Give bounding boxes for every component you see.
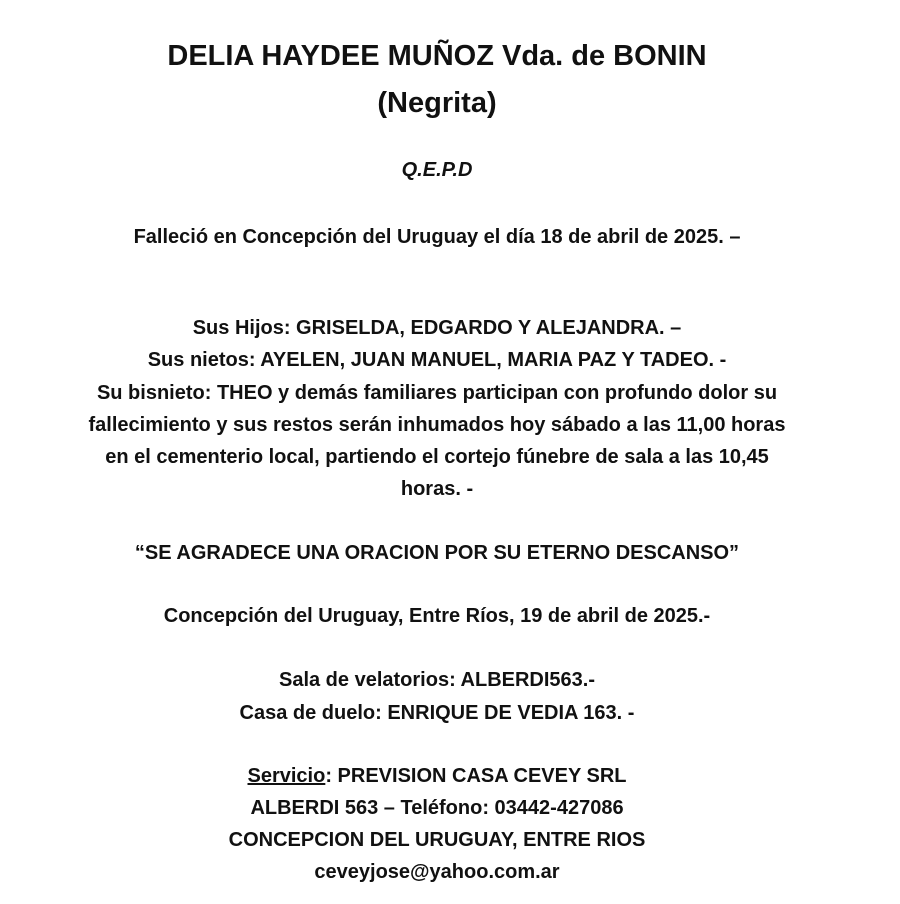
death-notice: Falleció en Concepción del Uruguay el día 18 de abril de 2025. – (133, 226, 741, 248)
message-line-3: en el cementerio local, partiendo el cortejo fúnebre de sala a las 10,45 (105, 446, 769, 468)
place-and-date: Concepción del Uruguay, Entre Ríos, 19 de abril de 2025.- (163, 605, 711, 627)
service-address-phone: ALBERDI 563 – Teléfono: 03442-427086 (250, 797, 624, 819)
service-city: CONCEPCION DEL URUGUAY, ENTRE RIOS (228, 829, 646, 851)
service-email: ceveyjose@yahoo.com.ar (314, 861, 560, 883)
message-line-4: horas. - (400, 478, 474, 500)
children-line: Sus Hijos: GRISELDA, EDGARDO Y ALEJANDRA. – (192, 317, 682, 339)
mourning-house-line: Casa de duelo: ENRIQUE DE VEDIA 163. - (239, 702, 635, 724)
wake-room-line: Sala de velatorios: ALBERDI563.- (278, 669, 596, 691)
service-line (0, 760, 874, 792)
message-line-1: Su bisnieto: THEO y demás familiares participan con profundo dolor su (96, 382, 778, 404)
service-label: Servicio (247, 765, 326, 787)
qepd-line: Q.E.P.D (401, 159, 473, 181)
grandchildren-line: Sus nietos: AYELEN, JUAN MANUEL, MARIA PAZ Y TADEO. - (147, 349, 727, 371)
prayer-request: “SE AGRADECE UNA ORACION POR SU ETERNO DESCANSO” (134, 542, 740, 564)
message-line-2: fallecimiento y sus restos serán inhumados hoy sábado a las 11,00 horas (88, 414, 786, 436)
service-provider: : PREVISION CASA CEVEY SRL (325, 765, 627, 787)
deceased-nickname: (Negrita) (377, 87, 497, 119)
deceased-name: DELIA HAYDEE MUÑOZ Vda. de BONIN (167, 40, 707, 72)
